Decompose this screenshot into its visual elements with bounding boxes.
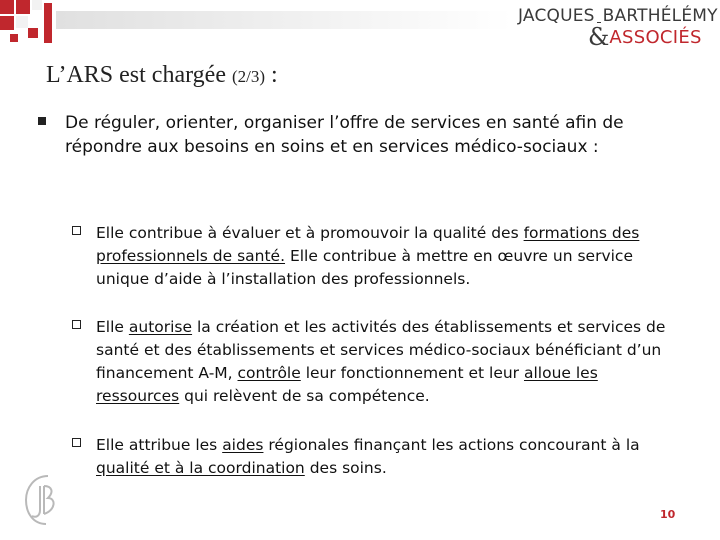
- text-run: Elle: [96, 318, 129, 336]
- text-run: des soins.: [304, 459, 387, 477]
- jb-monogram-icon: [20, 470, 60, 530]
- sub-bullet-1-text: [96, 222, 682, 291]
- logo-ampersand: &: [588, 23, 610, 51]
- corner-square: [10, 34, 18, 42]
- text-run: Elle attribue les: [96, 436, 223, 454]
- title-main: L’ARS est chargée: [46, 62, 226, 88]
- text-run: leur fonctionnement et leur: [300, 364, 524, 382]
- header-band: [56, 11, 512, 29]
- logo-associes: ASSOCIÉS: [609, 27, 702, 48]
- sub-bullet-2: [72, 316, 682, 408]
- main-bullet: [38, 111, 698, 159]
- logo-line2: [588, 23, 702, 51]
- corner-square: [0, 16, 14, 30]
- underlined-text: autorise: [128, 318, 193, 336]
- underlined-text: aides: [222, 436, 264, 454]
- sub-bullet-1: [72, 222, 682, 291]
- text-run: qui relèvent de sa compétence.: [179, 387, 430, 405]
- sub-bullet-2-text: [96, 316, 682, 408]
- corner-square: [28, 28, 38, 38]
- slide-title: [46, 62, 278, 89]
- hollow-square-bullet-icon: [72, 320, 81, 329]
- corner-square: [0, 0, 14, 14]
- underlined-text: alloue les ressources: [96, 364, 598, 405]
- text-run: régionales finançant les actions concourant à la: [263, 436, 640, 454]
- hollow-square-bullet-icon: [72, 438, 81, 447]
- corner-square: [16, 16, 28, 28]
- main-bullet-text: De réguler, orienter, organiser l’offre de services en santé afin de répondre aux besoins en soins et en services médico-sociaux :: [65, 113, 624, 157]
- sub-bullet-3-text: [96, 434, 682, 480]
- corner-square: [16, 0, 30, 14]
- logo-separator: [597, 9, 601, 23]
- logo-jacques: JACQUES: [518, 6, 595, 26]
- page-number: 10: [660, 508, 676, 521]
- square-bullet-icon: [38, 117, 46, 125]
- sub-bullet-3: [72, 434, 682, 480]
- underlined-text: qualité et à la coordination: [96, 459, 305, 477]
- underlined-text: contrôle: [237, 364, 301, 382]
- title-fraction: (2/3): [231, 67, 266, 86]
- hollow-square-bullet-icon: [72, 226, 81, 235]
- text-run: Elle contribue à mettre en œuvre un service unique d’aide à l’installation des professionnels.: [96, 247, 633, 288]
- title-colon: :: [265, 62, 278, 88]
- underlined-text: formations des professionnels de santé.: [96, 224, 640, 265]
- logo-barthelemy: BARTHÉLÉMY: [602, 6, 718, 26]
- company-logo: [518, 6, 718, 51]
- text-run: la création et les activités des établissements et services de santé et des établissements et services médico-sociaux bénéficiant d’un financement A-M,: [96, 318, 666, 382]
- header-red-bar: [44, 3, 52, 43]
- corner-square: [32, 0, 42, 10]
- text-run: Elle contribue à évaluer et à promouvoir la qualité des: [96, 224, 524, 242]
